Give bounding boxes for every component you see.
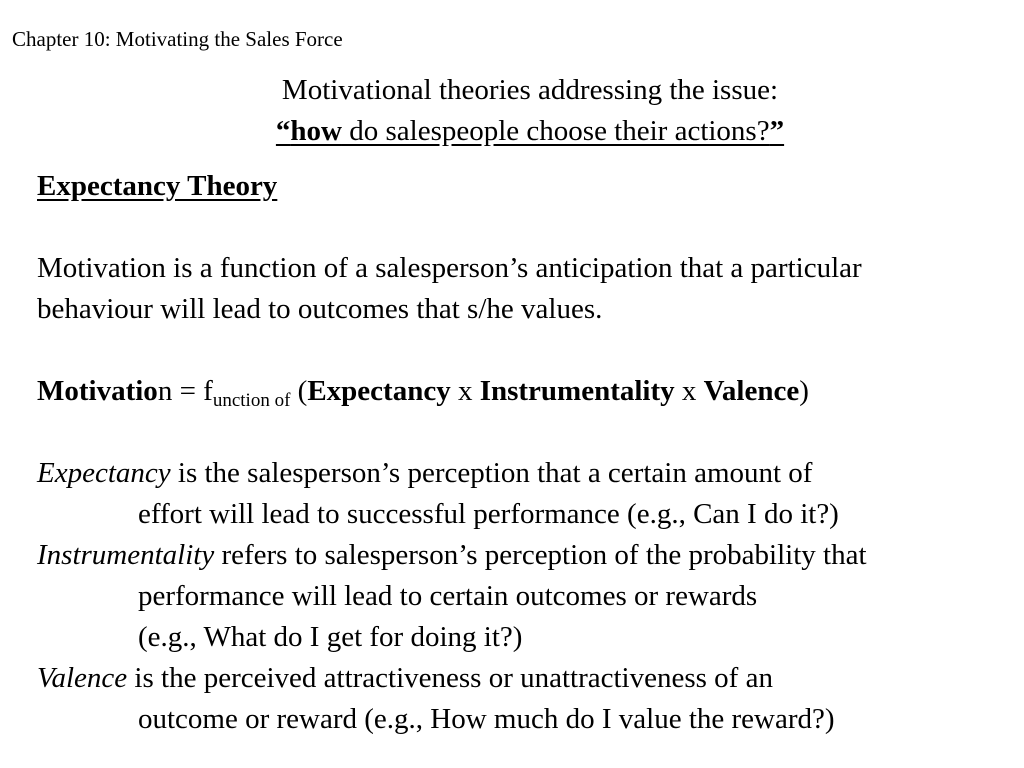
expectancy-def-text: is the salesperson’s perception that a certain amount of — [170, 457, 813, 489]
formula-close-paren: ) — [799, 375, 809, 407]
heading-how: how — [290, 115, 342, 147]
heading-question — [276, 115, 784, 147]
section-title: Expectancy Theory — [37, 170, 278, 202]
instrumentality-def-line-1 — [37, 535, 1022, 576]
heading-line-2 — [0, 111, 1024, 152]
chapter-title: Chapter 10: Motivating the Sales Force — [12, 27, 343, 51]
slide-body — [37, 166, 1022, 740]
heading-close-quote: ” — [769, 115, 785, 147]
expectancy-def-line-1 — [37, 453, 1022, 494]
valence-def-line-1 — [37, 658, 1022, 699]
definition-line-2: behaviour will lead to outcomes that s/he values. — [37, 293, 603, 325]
section-title-line — [37, 166, 1022, 207]
valence-def-line-2: outcome or reward (e.g., How much do I value the reward?) — [138, 703, 835, 735]
instrumentality-def-text: refers to salesperson’s perception of the probability that — [214, 539, 867, 571]
formula-instrumentality: Instrumentality — [479, 375, 675, 407]
formula-subscript: unction of — [212, 390, 291, 411]
spacer — [37, 412, 1022, 453]
formula-motivation: Motivatio — [37, 375, 158, 407]
formula-valence: Valence — [703, 375, 800, 407]
formula-times-2: x — [674, 375, 704, 407]
formula-times-1: x — [450, 375, 480, 407]
formula-expectancy: Expectancy — [307, 375, 451, 407]
instrumentality-def-line-3: (e.g., What do I get for doing it?) — [138, 621, 523, 653]
heading-line-1: Motivational theories addressing the issue: — [281, 74, 779, 106]
formula-equals: n = f — [157, 375, 213, 407]
slide-heading — [0, 70, 1024, 152]
spacer — [37, 330, 1022, 371]
spacer — [37, 207, 1022, 248]
heading-question-text: do salespeople choose their actions? — [341, 115, 770, 147]
definition-line-1: Motivation is a function of a salesperson’s anticipation that a particular — [37, 252, 862, 284]
expectancy-def-line-2: effort will lead to successful performance (e.g., Can I do it?) — [138, 498, 839, 530]
valence-term: Valence — [37, 662, 128, 694]
instrumentality-def-line-2: performance will lead to certain outcomes or rewards — [138, 580, 758, 612]
valence-def-text: is the perceived attractiveness or unattractiveness of an — [127, 662, 773, 694]
formula-open-paren: ( — [290, 375, 308, 407]
heading-open-quote: “ — [275, 115, 291, 147]
formula-line — [37, 371, 1022, 412]
expectancy-term: Expectancy — [37, 457, 171, 489]
instrumentality-term: Instrumentality — [37, 539, 215, 571]
